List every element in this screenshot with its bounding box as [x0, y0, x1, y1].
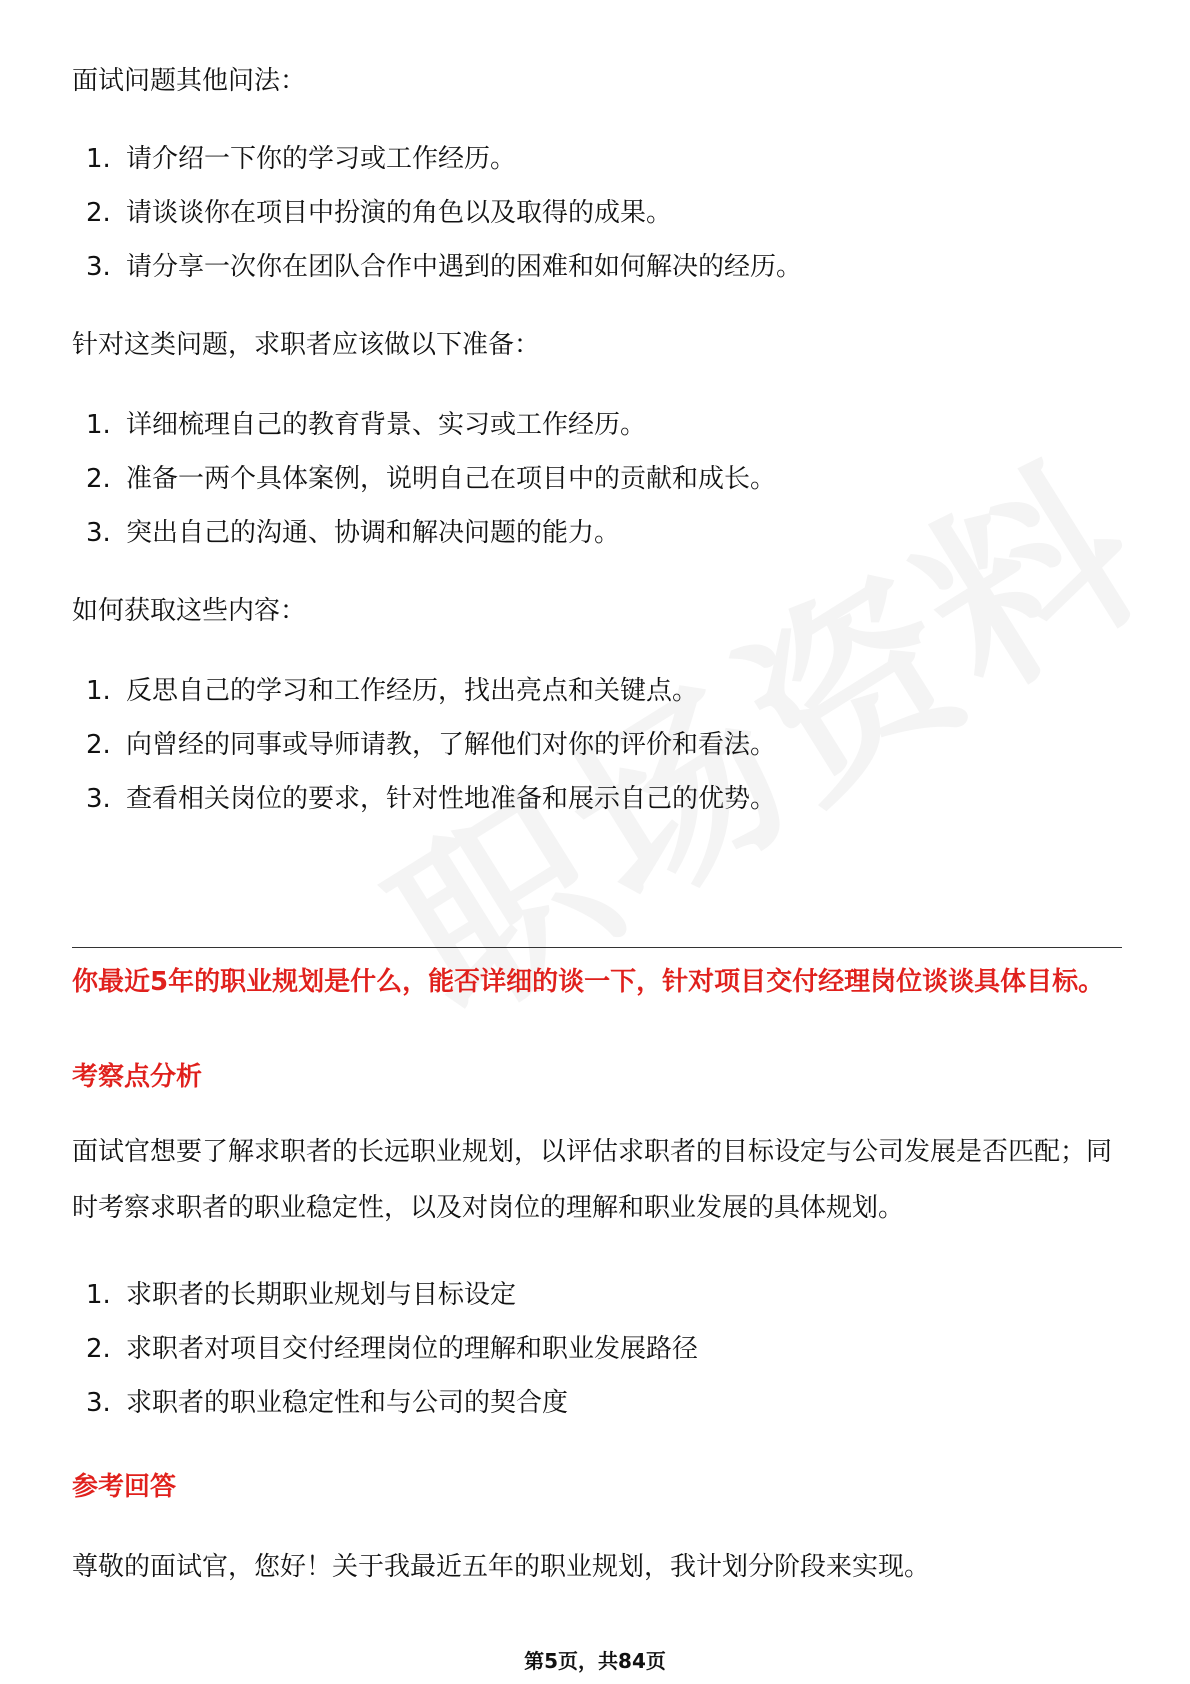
list-text: 向曾经的同事或导师请教，了解他们对你的评价和看法。: [126, 730, 777, 760]
list-number: 1.: [86, 676, 111, 706]
list-item: [86, 1280, 1106, 1310]
list-item: [86, 518, 1106, 548]
list-text: 详细梳理自己的教育背景、实习或工作经历。: [126, 410, 647, 440]
list-item: [86, 198, 1106, 228]
list-item: [86, 1334, 1106, 1364]
question-title: 你最近5年的职业规划是什么，能否详细的谈一下，针对项目交付经理岗位谈谈具体目标。: [72, 967, 1105, 997]
list-text: 突出自己的沟通、协调和解决问题的能力。: [126, 518, 621, 548]
answer-heading: 参考回答: [72, 1472, 177, 1502]
list-number: 2.: [86, 730, 111, 760]
list-number: 1.: [86, 410, 111, 440]
list-item: [86, 676, 1106, 706]
section-heading-how-to-obtain: 如何获取这些内容：: [72, 596, 307, 626]
list-text: 求职者的长期职业规划与目标设定: [126, 1280, 517, 1310]
list-item: [86, 464, 1106, 494]
list-number: 2.: [86, 1334, 111, 1364]
list-number: 3.: [86, 1388, 111, 1418]
list-text: 查看相关岗位的要求，针对性地准备和展示自己的优势。: [126, 784, 777, 814]
list-item: [86, 144, 1106, 174]
list-number: 3.: [86, 784, 111, 814]
list-number: 3.: [86, 252, 111, 282]
list-number: 1.: [86, 144, 111, 174]
list-item: [86, 252, 1106, 282]
list-text: 请分享一次你在团队合作中遇到的困难和如何解决的经历。: [126, 252, 803, 282]
section-heading-other-phrasings: 面试问题其他问法：: [72, 66, 307, 96]
list-text: 求职者对项目交付经理岗位的理解和职业发展路径: [126, 1334, 699, 1364]
list-number: 1.: [86, 1280, 111, 1310]
page-footer: 第5页，共84页: [524, 1649, 666, 1673]
analysis-heading: 考察点分析: [72, 1062, 203, 1092]
list-text: 准备一两个具体案例，说明自己在项目中的贡献和成长。: [126, 464, 777, 494]
list-number: 2.: [86, 198, 111, 228]
list-text: 求职者的职业稳定性和与公司的契合度: [126, 1388, 569, 1418]
list-item: [86, 1388, 1106, 1418]
list-item: [86, 410, 1106, 440]
list-text: 请谈谈你在项目中扮演的角色以及取得的成果。: [126, 198, 673, 228]
list-item: [86, 784, 1106, 814]
analysis-paragraph: 面试官想要了解求职者的长远职业规划，以评估求职者的目标设定与公司发展是否匹配；同时考察求职者的职业稳定性，以及对岗位的理解和职业发展的具体规划。: [72, 1137, 1113, 1223]
list-item: [86, 730, 1106, 760]
list-text: 反思自己的学习和工作经历，找出亮点和关键点。: [126, 676, 699, 706]
section-heading-preparation: 针对这类问题，求职者应该做以下准备：: [72, 330, 541, 360]
section-divider: [72, 947, 1122, 948]
list-text: 请介绍一下你的学习或工作经历。: [126, 144, 517, 174]
answer-paragraph: 尊敬的面试官，您好！关于我最近五年的职业规划，我计划分阶段来实现。: [72, 1552, 931, 1582]
list-number: 3.: [86, 518, 111, 548]
list-number: 2.: [86, 464, 111, 494]
